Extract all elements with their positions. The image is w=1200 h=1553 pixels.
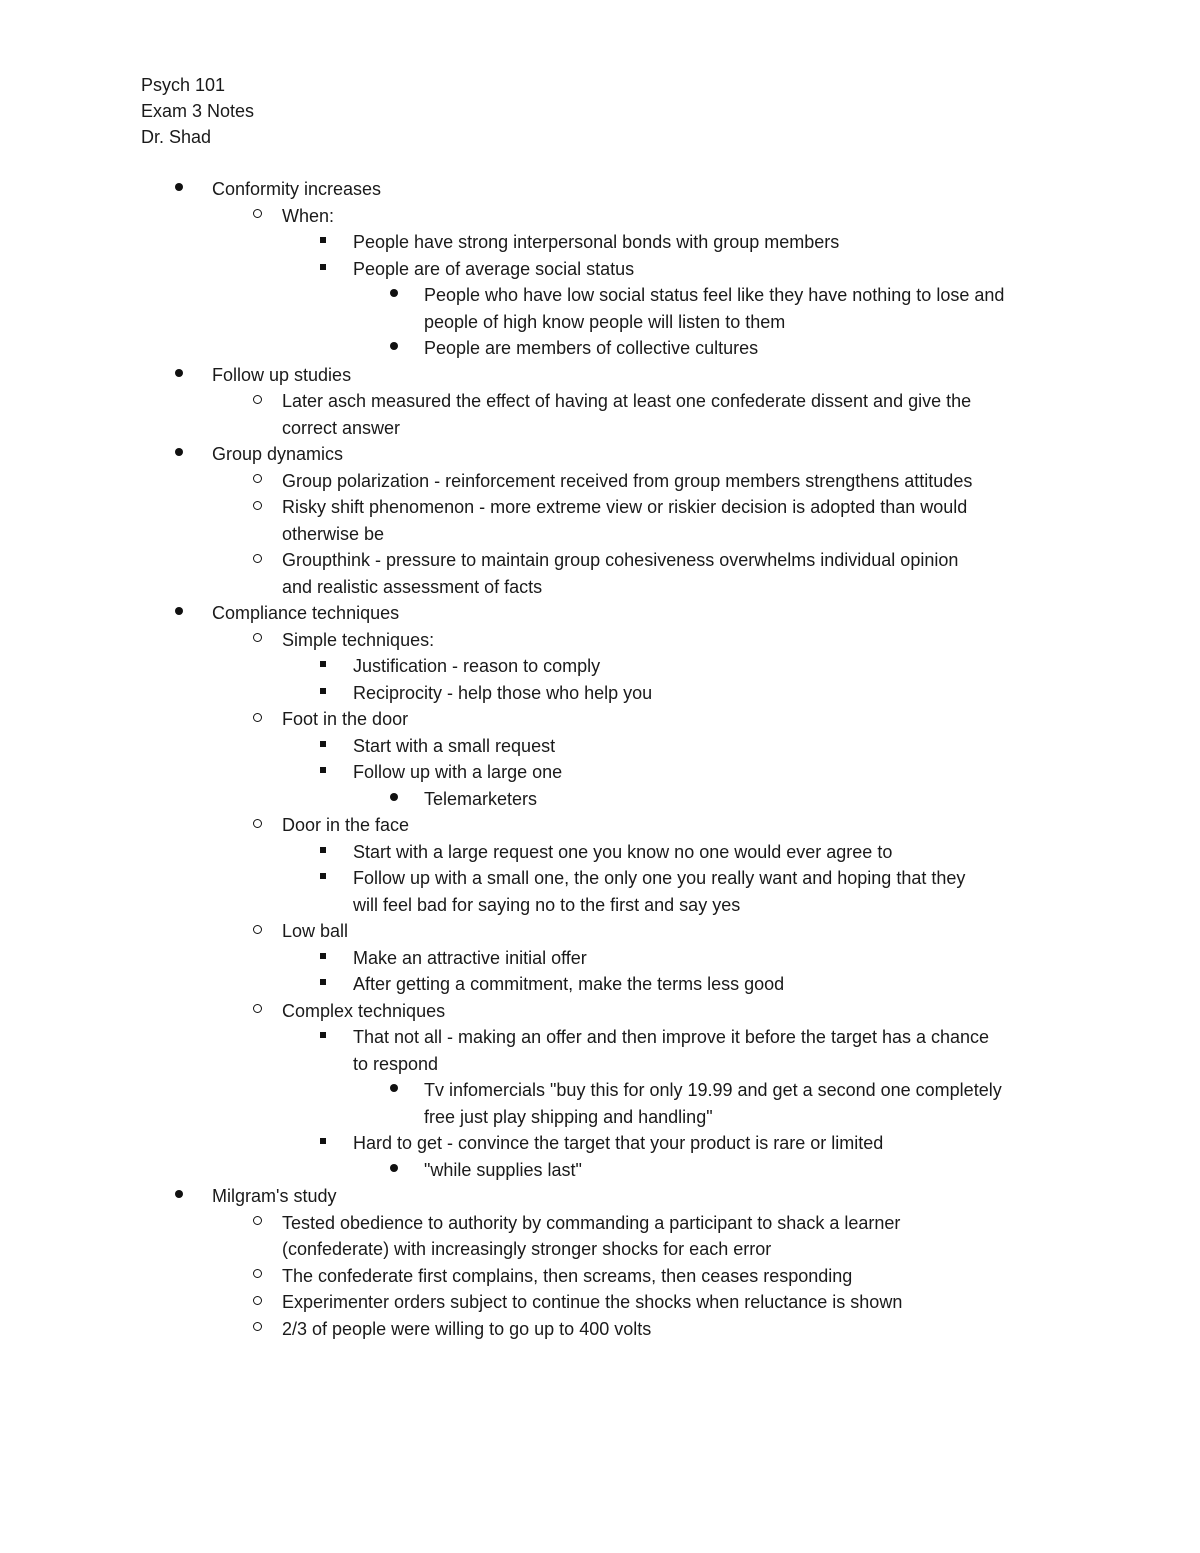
note-text: When: [282, 205, 335, 226]
note-text: Simple techniques: [282, 629, 435, 650]
note-text: otherwise be [282, 523, 385, 544]
note-item-level-2 [0, 706, 1200, 733]
note-text: Foot in the door [282, 709, 409, 729]
filled-circle-bullet [387, 1077, 401, 1104]
hollow-circle-bullet [250, 547, 264, 574]
note-item-level-3 [0, 759, 1200, 786]
note-text: Follow up studies [212, 364, 352, 385]
document-title: Exam 3 Notes [141, 101, 255, 121]
note-text: Hard to get - convince the target that your product is rare or limited [353, 1133, 884, 1153]
note-text: Follow up with a small one, the only one you really want and hoping that they [353, 868, 966, 888]
square-bullet [316, 256, 330, 283]
note-item-level-2 [0, 388, 1200, 441]
filled-circle-bullet [387, 335, 401, 362]
hollow-circle-bullet [250, 468, 264, 495]
note-item-level-3 [0, 1130, 1200, 1157]
note-text: "while supplies last" [424, 1159, 582, 1180]
note-item-level-2 [0, 1316, 1200, 1343]
note-item-level-2 [0, 203, 1200, 230]
note-item-level-1 [0, 441, 1200, 468]
note-item-level-2 [0, 1263, 1200, 1290]
square-bullet [316, 865, 330, 892]
square-bullet [316, 759, 330, 786]
filled-circle-bullet [172, 176, 186, 203]
filled-circle-bullet [172, 441, 186, 468]
square-bullet [316, 1130, 330, 1157]
note-text: Justification - reason to comply [353, 656, 601, 676]
hollow-circle-bullet [250, 1316, 264, 1343]
note-item-level-3 [0, 1024, 1200, 1077]
note-item-level-3 [0, 653, 1200, 680]
note-item-level-3 [0, 945, 1200, 972]
note-text: free just play shipping and handling" [424, 1106, 713, 1127]
note-item-level-2 [0, 1210, 1200, 1263]
note-text: 2/3 of people were willing to go up to 400 volts [282, 1318, 652, 1339]
note-item-level-2 [0, 547, 1200, 600]
hollow-circle-bullet [250, 918, 264, 945]
note-text: Group dynamics [212, 444, 344, 464]
course-name: Psych 101 [141, 75, 226, 95]
note-text: Make an attractive initial offer [353, 947, 587, 968]
note-item-level-3 [0, 839, 1200, 866]
square-bullet [316, 653, 330, 680]
note-item-level-3 [0, 256, 1200, 283]
note-item-level-1 [0, 1183, 1200, 1210]
note-item-level-2 [0, 468, 1200, 495]
note-text: Group polarization - reinforcement received from group members strengthens attitudes [282, 470, 973, 491]
filled-circle-bullet [172, 1183, 186, 1210]
note-item-level-2 [0, 494, 1200, 547]
square-bullet [316, 971, 330, 998]
hollow-circle-bullet [250, 388, 264, 415]
note-text: The confederate first complains, then screams, then ceases responding [282, 1265, 853, 1286]
note-text: Low ball [282, 921, 349, 941]
notes-outline [0, 176, 1200, 1342]
hollow-circle-bullet [250, 627, 264, 654]
filled-circle-bullet [387, 282, 401, 309]
note-text: Risky shift phenomenon - more extreme view or riskier decision is adopted than would [282, 497, 968, 517]
note-text: Conformity increases [212, 179, 382, 199]
note-text: Follow up with a large one [353, 762, 563, 782]
note-item-level-2 [0, 918, 1200, 945]
note-text: Tv infomercials "buy this for only 19.99 and get a second one completely [424, 1080, 1002, 1100]
note-text: Later asch measured the effect of having at least one confederate dissent and give the [282, 391, 972, 411]
hollow-circle-bullet [250, 812, 264, 839]
note-text: That not all - making an offer and then improve it before the target has a chance [353, 1027, 990, 1047]
filled-circle-bullet [387, 1157, 401, 1184]
square-bullet [316, 229, 330, 256]
note-item-level-4 [0, 786, 1200, 813]
note-item-level-3 [0, 733, 1200, 760]
note-text: and realistic assessment of facts [282, 576, 543, 597]
note-text: Milgram's study [212, 1186, 337, 1206]
filled-circle-bullet [172, 362, 186, 389]
hollow-circle-bullet [250, 706, 264, 733]
note-item-level-4 [0, 1157, 1200, 1184]
hollow-circle-bullet [250, 1210, 264, 1237]
note-item-level-1 [0, 362, 1200, 389]
note-text: people of high know people will listen to them [424, 311, 786, 332]
note-item-level-4 [0, 1077, 1200, 1130]
hollow-circle-bullet [250, 1263, 264, 1290]
square-bullet [316, 945, 330, 972]
note-text: People who have low social status feel like they have nothing to lose and [424, 285, 1005, 305]
note-text: Complex techniques [282, 1000, 446, 1021]
note-item-level-2 [0, 812, 1200, 839]
note-text: Telemarketers [424, 788, 538, 809]
note-item-level-1 [0, 176, 1200, 203]
note-item-level-3 [0, 229, 1200, 256]
note-text: Start with a small request [353, 735, 556, 756]
note-text: Door in the face [282, 815, 410, 835]
note-text: After getting a commitment, make the terms less good [353, 974, 785, 994]
note-text: (confederate) with increasingly stronger shocks for each error [282, 1239, 772, 1259]
square-bullet [316, 839, 330, 866]
note-item-level-3 [0, 865, 1200, 918]
note-text: Groupthink - pressure to maintain group cohesiveness overwhelms individual opinion [282, 550, 959, 570]
filled-circle-bullet [387, 786, 401, 813]
hollow-circle-bullet [250, 998, 264, 1025]
note-item-level-2 [0, 627, 1200, 654]
filled-circle-bullet [172, 600, 186, 627]
note-text: to respond [353, 1053, 439, 1074]
note-text: Compliance techniques [212, 603, 400, 623]
note-item-level-1 [0, 600, 1200, 627]
note-item-level-4 [0, 335, 1200, 362]
note-item-level-3 [0, 680, 1200, 707]
note-item-level-3 [0, 971, 1200, 998]
note-text: will feel bad for saying no to the first and say yes [353, 894, 741, 915]
hollow-circle-bullet [250, 1289, 264, 1316]
note-text: People are members of collective cultures [424, 338, 759, 358]
hollow-circle-bullet [250, 494, 264, 521]
note-text: People have strong interpersonal bonds with group members [353, 232, 840, 252]
note-item-level-2 [0, 1289, 1200, 1316]
note-text: Start with a large request one you know no one would ever agree to [353, 841, 893, 862]
note-text: Reciprocity - help those who help you [353, 682, 653, 703]
hollow-circle-bullet [250, 203, 264, 230]
note-item-level-4 [0, 282, 1200, 335]
note-item-level-2 [0, 998, 1200, 1025]
square-bullet [316, 733, 330, 760]
note-text: Experimenter orders subject to continue the shocks when reluctance is shown [282, 1292, 903, 1312]
note-text: Tested obedience to authority by commanding a participant to shack a learner [282, 1212, 901, 1233]
note-text: People are of average social status [353, 258, 635, 279]
instructor-name: Dr. Shad [141, 127, 212, 147]
square-bullet [316, 680, 330, 707]
note-text: correct answer [282, 417, 401, 438]
square-bullet [316, 1024, 330, 1051]
